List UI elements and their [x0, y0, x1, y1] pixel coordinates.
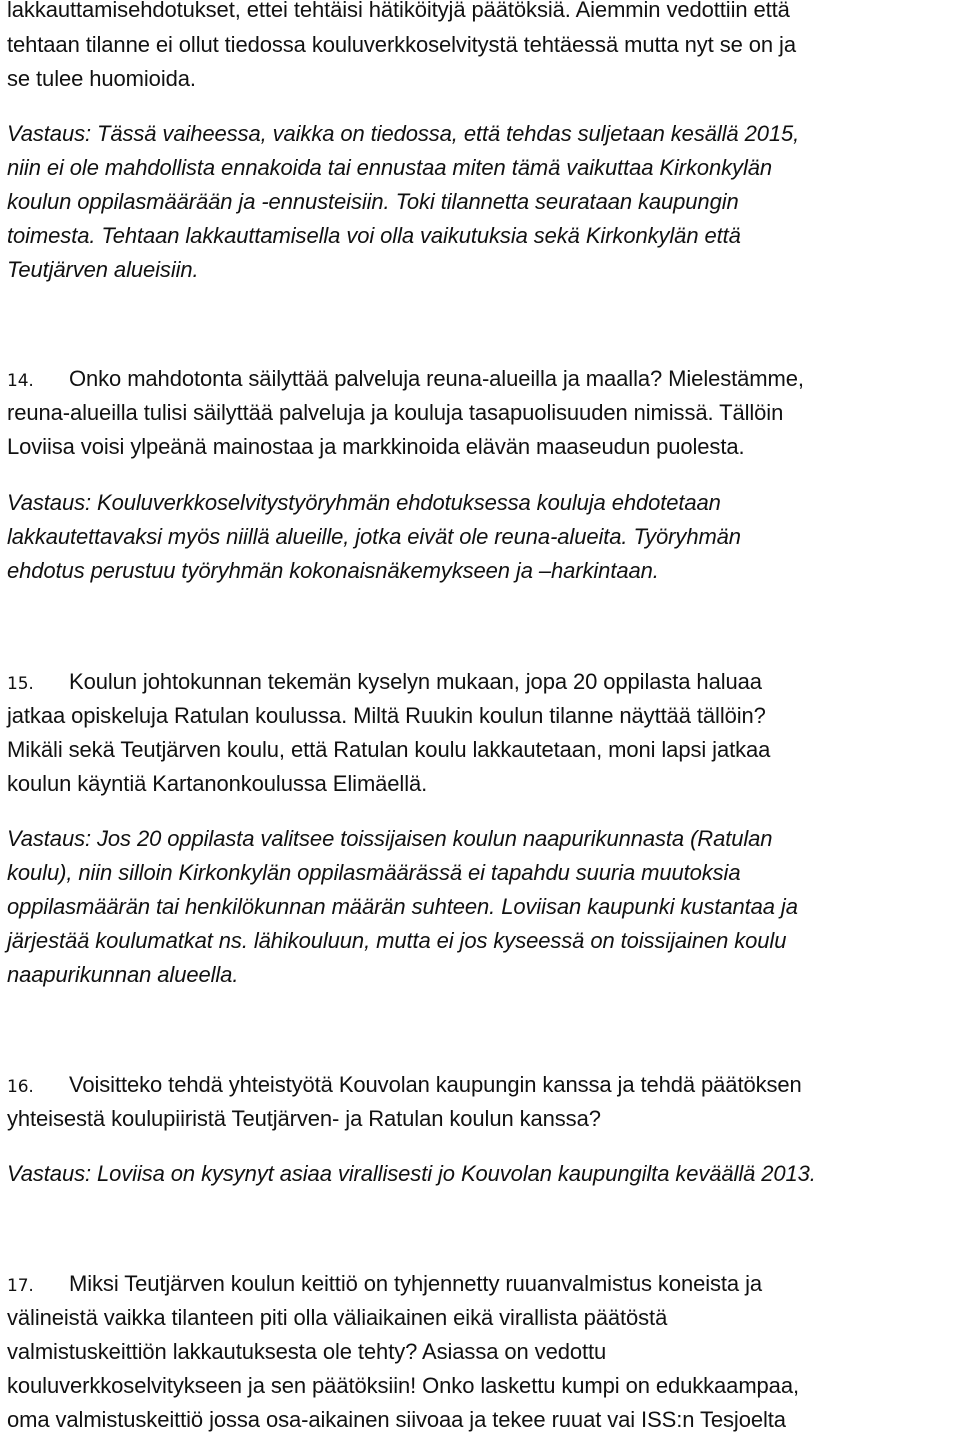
q15-line-3: Mikäli sekä Teutjärven koulu, että Ratulan koulu lakkautetaan, moni lapsi jatkaa [7, 737, 771, 762]
q15-text-1: Koulun johtokunnan tekemän kyselyn mukaan, jopa 20 oppilasta haluaa [69, 669, 762, 694]
q14-answer-line-2: lakkautettavaksi myös niillä alueille, jotka eivät ole reuna-alueita. Työryhmän [7, 524, 741, 549]
q17-line-5: oma valmistuskeittiö jossa osa-aikainen siivoaa ja tekee ruuat vai ISS:n Tesjoelta [7, 1407, 786, 1432]
q17-line-4: kouluverkkoselvitykseen ja sen päätöksiin! Onko laskettu kumpi on edukkaampaa, [7, 1373, 799, 1398]
q15-answer-line-5: naapurikunnan alueella. [7, 962, 239, 987]
q17-line-1 [7, 1267, 762, 1303]
answer13-line-3: koulun oppilasmäärään ja -ennusteisiin. Toki tilannetta seurataan kaupungin [7, 189, 739, 214]
q14-text-1: Onko mahdotonta säilyttää palveluja reuna-alueilla ja maalla? Mielestämme, [69, 366, 804, 391]
intro-line-3: se tulee huomioida. [7, 66, 196, 91]
q16-line-2: yhteisestä koulupiiristä Teutjärven- ja Ratulan koulun kanssa? [7, 1106, 601, 1131]
answer13-line-2: niin ei ole mahdollista ennakoida tai ennustaa miten tämä vaikuttaa Kirkonkylän [7, 155, 773, 180]
q15-line-2: jatkaa opiskeluja Ratulan koulussa. Miltä Ruukin koulun tilanne näyttää tällöin? [7, 703, 766, 728]
q15-answer-line-3: oppilasmäärän tai henkilökunnan määrän suhteen. Loviisan kaupunki kustantaa ja [7, 894, 798, 919]
q15-number: 15. [7, 674, 34, 694]
q15-answer-line-1: Vastaus: Jos 20 oppilasta valitsee toissijaisen koulun naapurikunnasta (Ratulan [7, 826, 773, 851]
intro-line-1: lakkauttamisehdotukset, ettei tehtäisi hätiköityjä päätöksiä. Aiemmin vedottiin että [7, 0, 790, 22]
q17-line-3: valmistuskeittiön lakkautuksesta ole tehty? Asiassa on vedottu [7, 1339, 607, 1364]
q14-answer-line-3: ehdotus perustuu työryhmän kokonaisnäkemykseen ja –harkintaan. [7, 558, 659, 583]
q14-answer-line-1: Vastaus: Kouluverkkoselvitystyöryhmän ehdotuksessa kouluja ehdotetaan [7, 490, 721, 515]
answer13-line-1: Vastaus: Tässä vaiheessa, vaikka on tiedossa, että tehdas suljetaan kesällä 2015, [7, 121, 800, 146]
q17-text-1: Miksi Teutjärven koulun keittiö on tyhjennetty ruuanvalmistus koneista ja [69, 1271, 762, 1296]
q14-line-3: Loviisa voisi ylpeänä mainostaa ja markkinoida elävän maaseudun puolesta. [7, 434, 745, 459]
q14-number: 14. [7, 371, 34, 391]
answer13-line-4: toimesta. Tehtaan lakkauttamisella voi olla vaikutuksia sekä Kirkonkylän että [7, 223, 741, 248]
q16-answer-line-1: Vastaus: Loviisa on kysynyt asiaa virallisesti jo Kouvolan kaupungilta keväällä 2013. [7, 1161, 816, 1186]
intro-line-2: tehtaan tilanne ei ollut tiedossa kouluverkkoselvitystä tehtäessä mutta nyt se on ja [7, 32, 796, 57]
q15-answer-line-2: koulu), niin silloin Kirkonkylän oppilasmäärässä ei tapahdu suuria muutoksia [7, 860, 741, 885]
q15-line-4: koulun käyntiä Kartanonkoulussa Elimäellä. [7, 771, 428, 796]
q15-answer-line-4: järjestää koulumatkat ns. lähikouluun, mutta ei jos kyseessä on toissijainen koulu [7, 928, 787, 953]
q15-line-1 [7, 665, 762, 701]
q16-number: 16. [7, 1077, 34, 1097]
answer13-line-5: Teutjärven alueisiin. [7, 257, 199, 282]
q14-line-1 [7, 362, 804, 398]
q16-line-1 [7, 1068, 802, 1104]
q17-line-2: välineistä vaikka tilanteen piti olla väliaikainen eikä virallista päätöstä [7, 1305, 668, 1330]
q17-number: 17. [7, 1276, 34, 1296]
q14-line-2: reuna-alueilla tulisi säilyttää palveluja ja kouluja tasapuolisuuden nimissä. Tällöin [7, 400, 784, 425]
q16-text-1: Voisitteko tehdä yhteistyötä Kouvolan kaupungin kanssa ja tehdä päätöksen [69, 1072, 802, 1097]
